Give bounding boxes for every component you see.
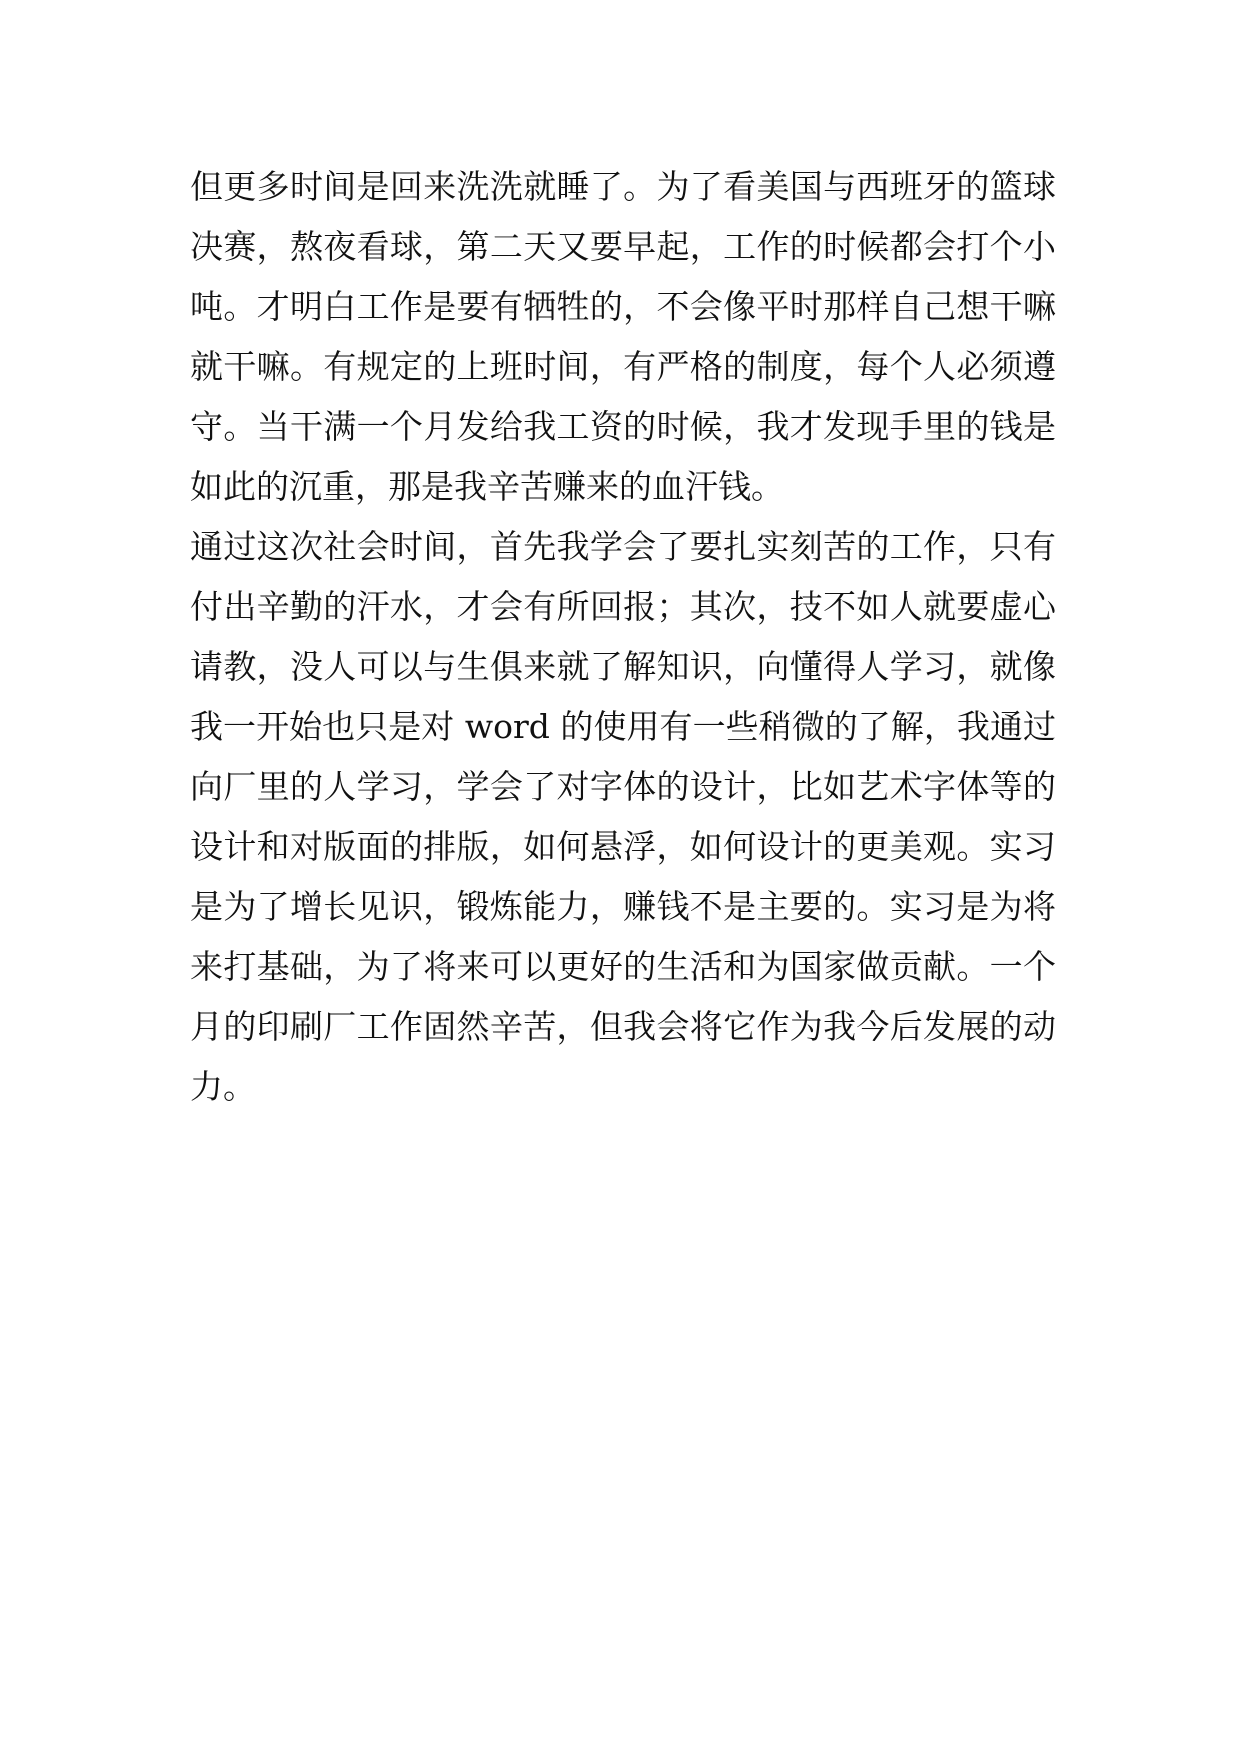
text-line: 通过这次社会时间，首先我学会了要扎实刻苦的工作，只有 [190, 527, 1056, 566]
text-line: 守。当干满一个月发给我工资的时候，我才发现手里的钱是 [190, 407, 1056, 446]
body-text [190, 157, 1056, 1117]
text-line: 月的印刷厂工作固然辛苦，但我会将它作为我今后发展的动 [190, 1007, 1056, 1046]
text-line: 决赛，熬夜看球，第二天又要早起，工作的时候都会打个小 [190, 227, 1056, 266]
text-line: 但更多时间是回来洗洗就睡了。为了看美国与西班牙的篮球 [190, 167, 1056, 206]
text-line: 力。 [190, 1067, 256, 1106]
text-line: 我一开始也只是对 word 的使用有一些稍微的了解，我通过 [190, 707, 1056, 746]
text-line: 就干嘛。有规定的上班时间，有严格的制度，每个人必须遵 [190, 347, 1056, 386]
text-line: 来打基础，为了将来可以更好的生活和为国家做贡献。一个 [190, 947, 1056, 986]
text-line: 如此的沉重，那是我辛苦赚来的血汗钱。 [190, 467, 784, 506]
text-line: 付出辛勤的汗水，才会有所回报；其次，技不如人就要虚心 [190, 587, 1056, 626]
text-line: 吨。才明白工作是要有牺牲的，不会像平时那样自己想干嘛 [190, 287, 1056, 326]
text-line: 设计和对版面的排版，如何悬浮，如何设计的更美观。实习 [190, 827, 1056, 866]
text-line: 请教，没人可以与生俱来就了解知识，向懂得人学习，就像 [190, 647, 1056, 686]
text-line: 是为了增长见识，锻炼能力，赚钱不是主要的。实习是为将 [190, 887, 1056, 926]
text-line: 向厂里的人学习，学会了对字体的设计，比如艺术字体等的 [190, 767, 1056, 806]
